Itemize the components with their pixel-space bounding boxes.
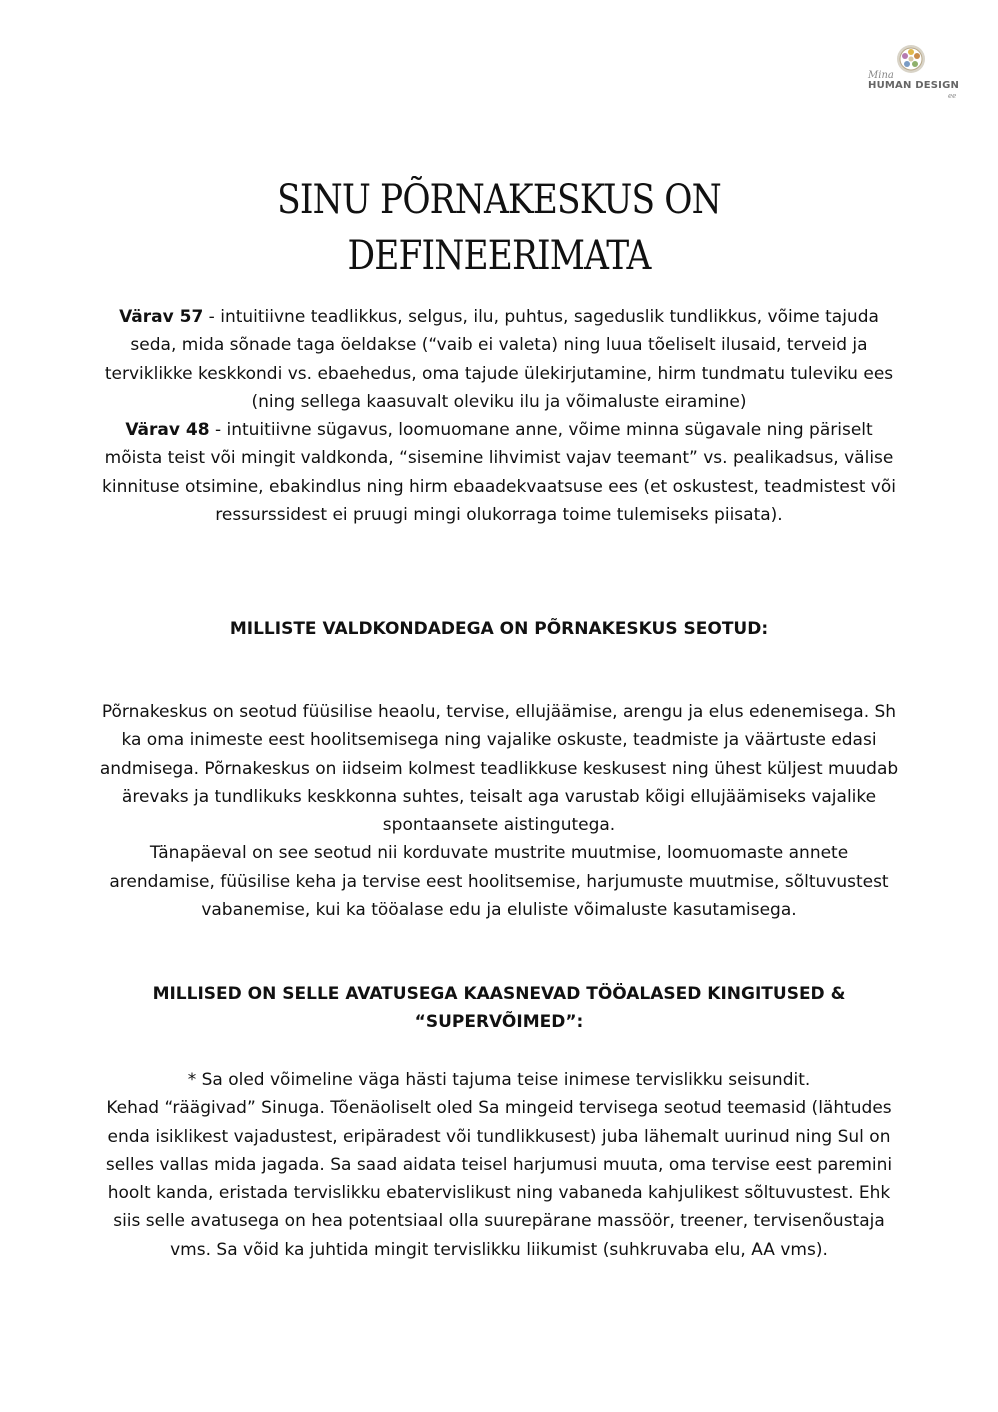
section-gifts-text: [96, 1066, 902, 1264]
gate-57-text: - intuitiivne teadlikkus, selgus, ilu, puhtus, sageduslik tundlikkus, võime tajuda seda, mida sõnade taga öeldakse (“vaib ei valeta) ning luua tõeliselt ilusaid, terveid ja terviklikke keskkondi vs. ebaehedus, oma tajude ülekirjutamine, hirm tundmatu tuleviku ees (ning sellega kaasuvalt oleviku ilu ja võimaluste eiramine): [104, 307, 894, 412]
brand-logo: [862, 44, 962, 104]
page-title: [156, 172, 842, 284]
gates-description: [96, 303, 902, 529]
gate-48-text: - intuitiivne sügavus, loomuomane anne, võime minna sügavale ning päriselt mõista teist või mingit valdkonda, “sisemine lihvimist vajav teemant” vs. pealikadsus, välise kinnituse otsimine, ebakindlus ning hirm ebaadekvaatsuse ees (et oskustest, teadmistest või ressurssidest ei pruugi mingi olukorraga toime tulemiseks piisata).: [102, 420, 896, 526]
section-heading-gifts: [96, 980, 902, 1037]
section-areas-text: [96, 698, 902, 924]
logo-script-text: Mina: [868, 70, 894, 81]
areas-paragraph-1: Põrnakeskus on seotud füüsilise heaolu, tervise, ellujäämise, arengu ja elus edenemisega. Sh ka oma inimeste eest hoolitsemisega ning vajalike oskuste, teadmiste ja väärtuste edasi andmisega. Põrnakeskus on iidseim kolmest teadlikkuse keskusest ning ühest küljest muudab ärevaks ja tundlikuks keskkonna suhtes, teisalt aga varustab kõigi ellujäämiseks vajalike spontaansete aistingutega.: [99, 702, 899, 836]
gate-48-label: Värav 48: [125, 420, 210, 441]
logo-name: HUMAN DESIGN: [868, 80, 960, 91]
section-heading-areas: MILLISTE VALDKONDADEGA ON PÕRNAKESKUS SEOTUD:: [229, 619, 769, 639]
gifts-heading-line2: “SUPERVÕIMED”:: [414, 1012, 584, 1033]
mandala-icon: [896, 44, 926, 74]
gate-57-label: Värav 57: [119, 307, 204, 327]
areas-paragraph-2: Tänapäeval on see seotud nii korduvate mustrite muutmise, loomuomaste annete arendamise, füüsilise keha ja tervise eest hoolitsemise, harjumuste muutmise, sõltuvustest vabanemise, kui ka tööalase edu ja eluliste võimaluste kasutamisega.: [109, 843, 889, 921]
page-title-line1: SINU PÕRNAKESKUS ON: [277, 177, 721, 223]
logo-suffix: ee: [948, 92, 957, 100]
gifts-heading-line1: MILLISED ON SELLE AVATUSEGA KAASNEVAD TÖÖALASED KINGITUSED &: [152, 984, 846, 1004]
gifts-bullet: * Sa oled võimeline väga hästi tajuma teise inimese tervislikku seisundit.: [187, 1070, 811, 1090]
gifts-paragraph: Kehad “räägivad” Sinuga. Tõenäoliselt oled Sa mingeid tervisega seotud teemasid (lähtudes enda isiklikest vajadustest, eripäradest või tundlikkusest) juba lähemalt uurinud ning Sul on selles vallas mida jagada. Sa saad aidata teisel harjumusi muuta, oma tervise eest paremini hoolt kanda, eristada tervislikku ebatervislikust ning vabaneda kahjulikest sõltuvustest. Ehk siis selle avatusega on hea potentsiaal olla suurepärane massöör, treener, tervisenõustaja vms. Sa võid ka juhtida mingit tervislikku liikumist (suhkruvaba elu, AA vms).: [105, 1098, 893, 1260]
page-title-line2: DEFINEERIMATA: [347, 233, 651, 279]
